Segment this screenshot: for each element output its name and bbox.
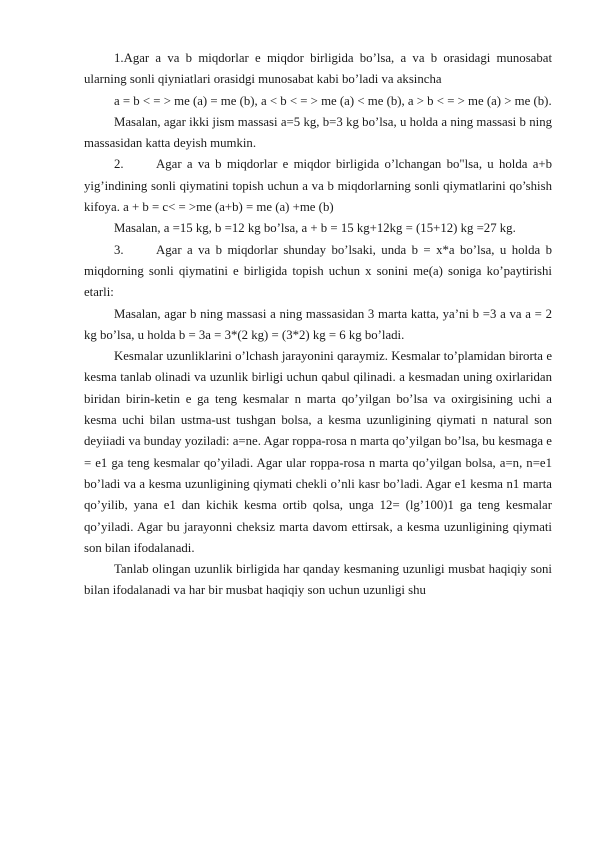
rule-1-paragraph: 1.Agar a va b miqdorlar e miqdor birligida bo’lsa, a va b orasidagi munosabat ularning sonli qiyniatlari orasidgi munosabat kabi bo’ladi va aksincha	[84, 51, 552, 87]
example-1-paragraph: Masalan, agar ikki jism massasi a=5 kg, b=3 kg bo’lsa, u holda a ning massasi b ning massasidan katta deyish mumkin.	[84, 114, 552, 151]
document-page	[84, 48, 552, 602]
segment-length-paragraph: Kesmalar uzunliklarini o’lchash jarayonini qaraymiz. Kesmalar to’plamidan birorta e kesma tanlab olinadi va uzunlik birligi uchun qabul qilinadi. a kesmadan uning oxirlaridan biridan birin-ketin e ga teng kesmalar n marta qo’yilgan bo’lsa va oxirgisining uchi a kesma uchi bilan ustma-ust tushgan bolsa, a kesma uzunligining qiymati n natural son deyiiadi va bunday yoziladi: a=ne. Agar roppa-rosa n marta qo’yilgan bo’lsa, bu kesmaga e = e1 ga teng kesmalar qo’yiladi. Agar ular roppa-rosa n marta qo’yilgan bolsa, a=n, n=e1 bo’ladi va a kesma uzunligining qiymati chekli o’nli kasr bo’ladi. Agar e1 kesma n1 marta qo’yilib, yana e1 dan kichik kesma ortib qolsa, unga 12= (lg’100)1 ga teng kesmalar qo’yiladi. Agar bu jarayonni cheksiz marta davom ettirsak, a kesma uzunligining qiymati son bilan ifodalanadi.	[84, 349, 552, 555]
rule-2-text: Agar a va b miqdorlar e miqdor birligida o’lchangan bo"lsa, u holda a+b yig’indining sonli qiymatini topish uchun a va b miqdorlarning sonli qiymatlarini qo’shish kifoya. a + b = c< = >me (a+b) = me (a) +me (b)	[84, 157, 552, 215]
rule-3-number: 3.	[114, 242, 124, 257]
rule-2-number: 2.	[114, 157, 124, 172]
example-2-paragraph: Masalan, a =15 kg, b =12 kg bo’lsa, a + b = 15 kg+12kg = (15+12) kg =27 kg.	[114, 221, 516, 236]
rule-2-paragraph	[84, 154, 552, 218]
last-paragraph: Tanlab olingan uzunlik birligida har qanday kesmaning uzunligi musbat haqiqiy soni bilan ifodalanadi va har bir musbat haqiqiy son uchun uzunligi shu	[84, 562, 552, 598]
rule-3-paragraph	[84, 240, 552, 304]
comparison-formula: a = b < = > me (a) = me (b), a < b < = > me (a) < me (b), a > b < = > me (a) > me (b).	[114, 93, 552, 108]
rule-3-text: Agar a va b miqdorlar shunday bo’lsaki, unda b = x*a bo’lsa, u holda b miqdorning sonli qiymatini e birligida topish uchun x sonini me(a) soniga ko’paytirishi etarli:	[84, 242, 552, 300]
example-3-paragraph: Masalan, agar b ning massasi a ning massasidan 3 marta katta, ya’ni b =3 a va a = 2 kg bo’lsa, u holda b = 3a = 3*(2 kg) = (3*2) kg = 6 kg bo’ladi.	[84, 306, 552, 342]
